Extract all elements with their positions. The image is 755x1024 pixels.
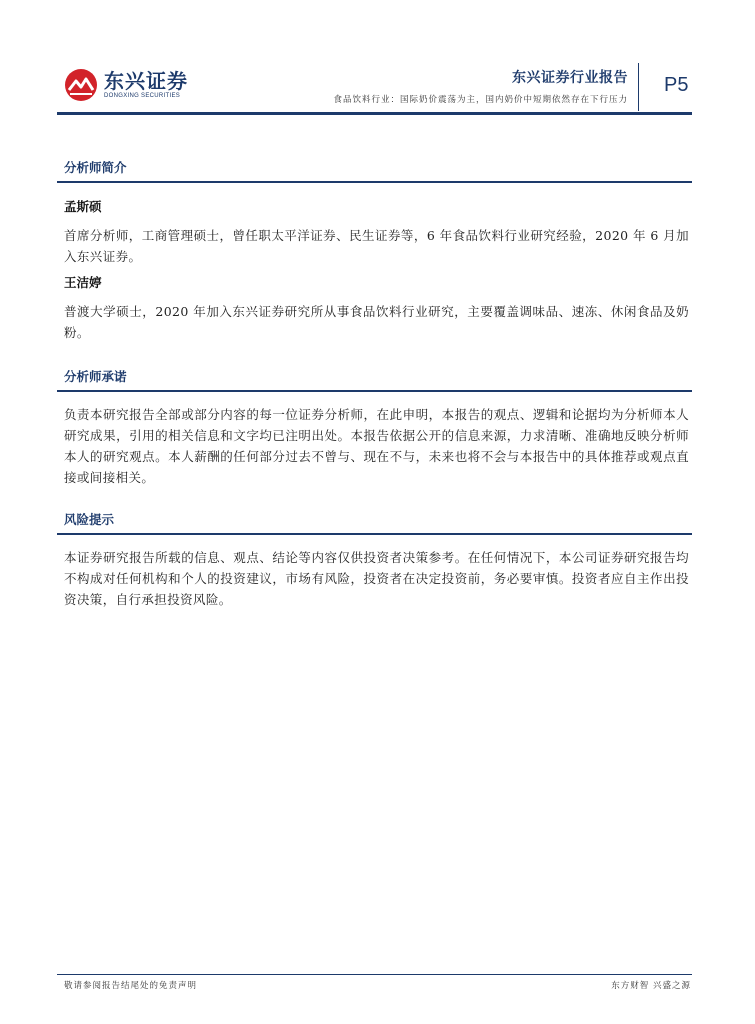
logo-mark-icon xyxy=(64,68,98,102)
page-number: P5 xyxy=(664,74,689,96)
analyst-name-1: 孟斯硕 xyxy=(64,199,102,214)
analyst-commitment-text: 负责本研究报告全部或部分内容的每一位证券分析师，在此申明，本报告的观点、逻辑和论据均为分析师本人研究成果，引用的相关信息和文字均已注明出处。本报告依据公开的信息来源，力求清晰、准确地反映分析师本人的研究观点。本人薪酬的任何部分过去不曾与、现在不与，未来也将不会与本报告中的具体推荐或观点直接或间接相关。 xyxy=(64,407,689,485)
logo-chinese-name: 东兴证券 xyxy=(104,69,188,93)
logo-english-name: DONGXING SECURITIES xyxy=(104,93,181,99)
footer-slogan: 东方财智 兴盛之源 xyxy=(611,981,691,991)
footer-rule xyxy=(57,974,692,975)
report-title: 东兴证券行业报告 xyxy=(512,70,628,86)
header-rule xyxy=(57,112,692,115)
header-divider xyxy=(638,63,639,111)
section-title-risk-warning: 风险提示 xyxy=(57,510,692,535)
analyst-bio-1: 首席分析师，工商管理硕士，曾任职太平洋证券、民生证券等，6 年食品饮料行业研究经验，2020 年 6 月加入东兴证券。 xyxy=(64,228,689,264)
footer-disclaimer-note: 敬请参阅报告结尾处的免责声明 xyxy=(64,981,198,991)
report-subtitle: 食品饮料行业：国际奶价震荡为主，国内奶价中短期依然存在下行压力 xyxy=(333,95,628,105)
analyst-bio-2: 普渡大学硕士，2020 年加入东兴证券研究所从事食品饮料行业研究，主要覆盖调味品、速冻、休闲食品及奶粉。 xyxy=(64,304,689,340)
analyst-name-2: 王洁婷 xyxy=(64,275,102,290)
main-content xyxy=(64,158,689,610)
company-logo xyxy=(64,68,188,102)
section-title-analyst-commitment: 分析师承诺 xyxy=(57,367,692,392)
risk-warning-text: 本证券研究报告所载的信息、观点、结论等内容仅供投资者决策参考。在任何情况下，本公司证券研究报告均不构成对任何机构和个人的投资建议，市场有风险，投资者在决定投资前，务必要审慎。投资者应自主作出投资决策，自行承担投资风险。 xyxy=(64,550,689,607)
section-title-analyst-intro: 分析师简介 xyxy=(57,158,692,183)
